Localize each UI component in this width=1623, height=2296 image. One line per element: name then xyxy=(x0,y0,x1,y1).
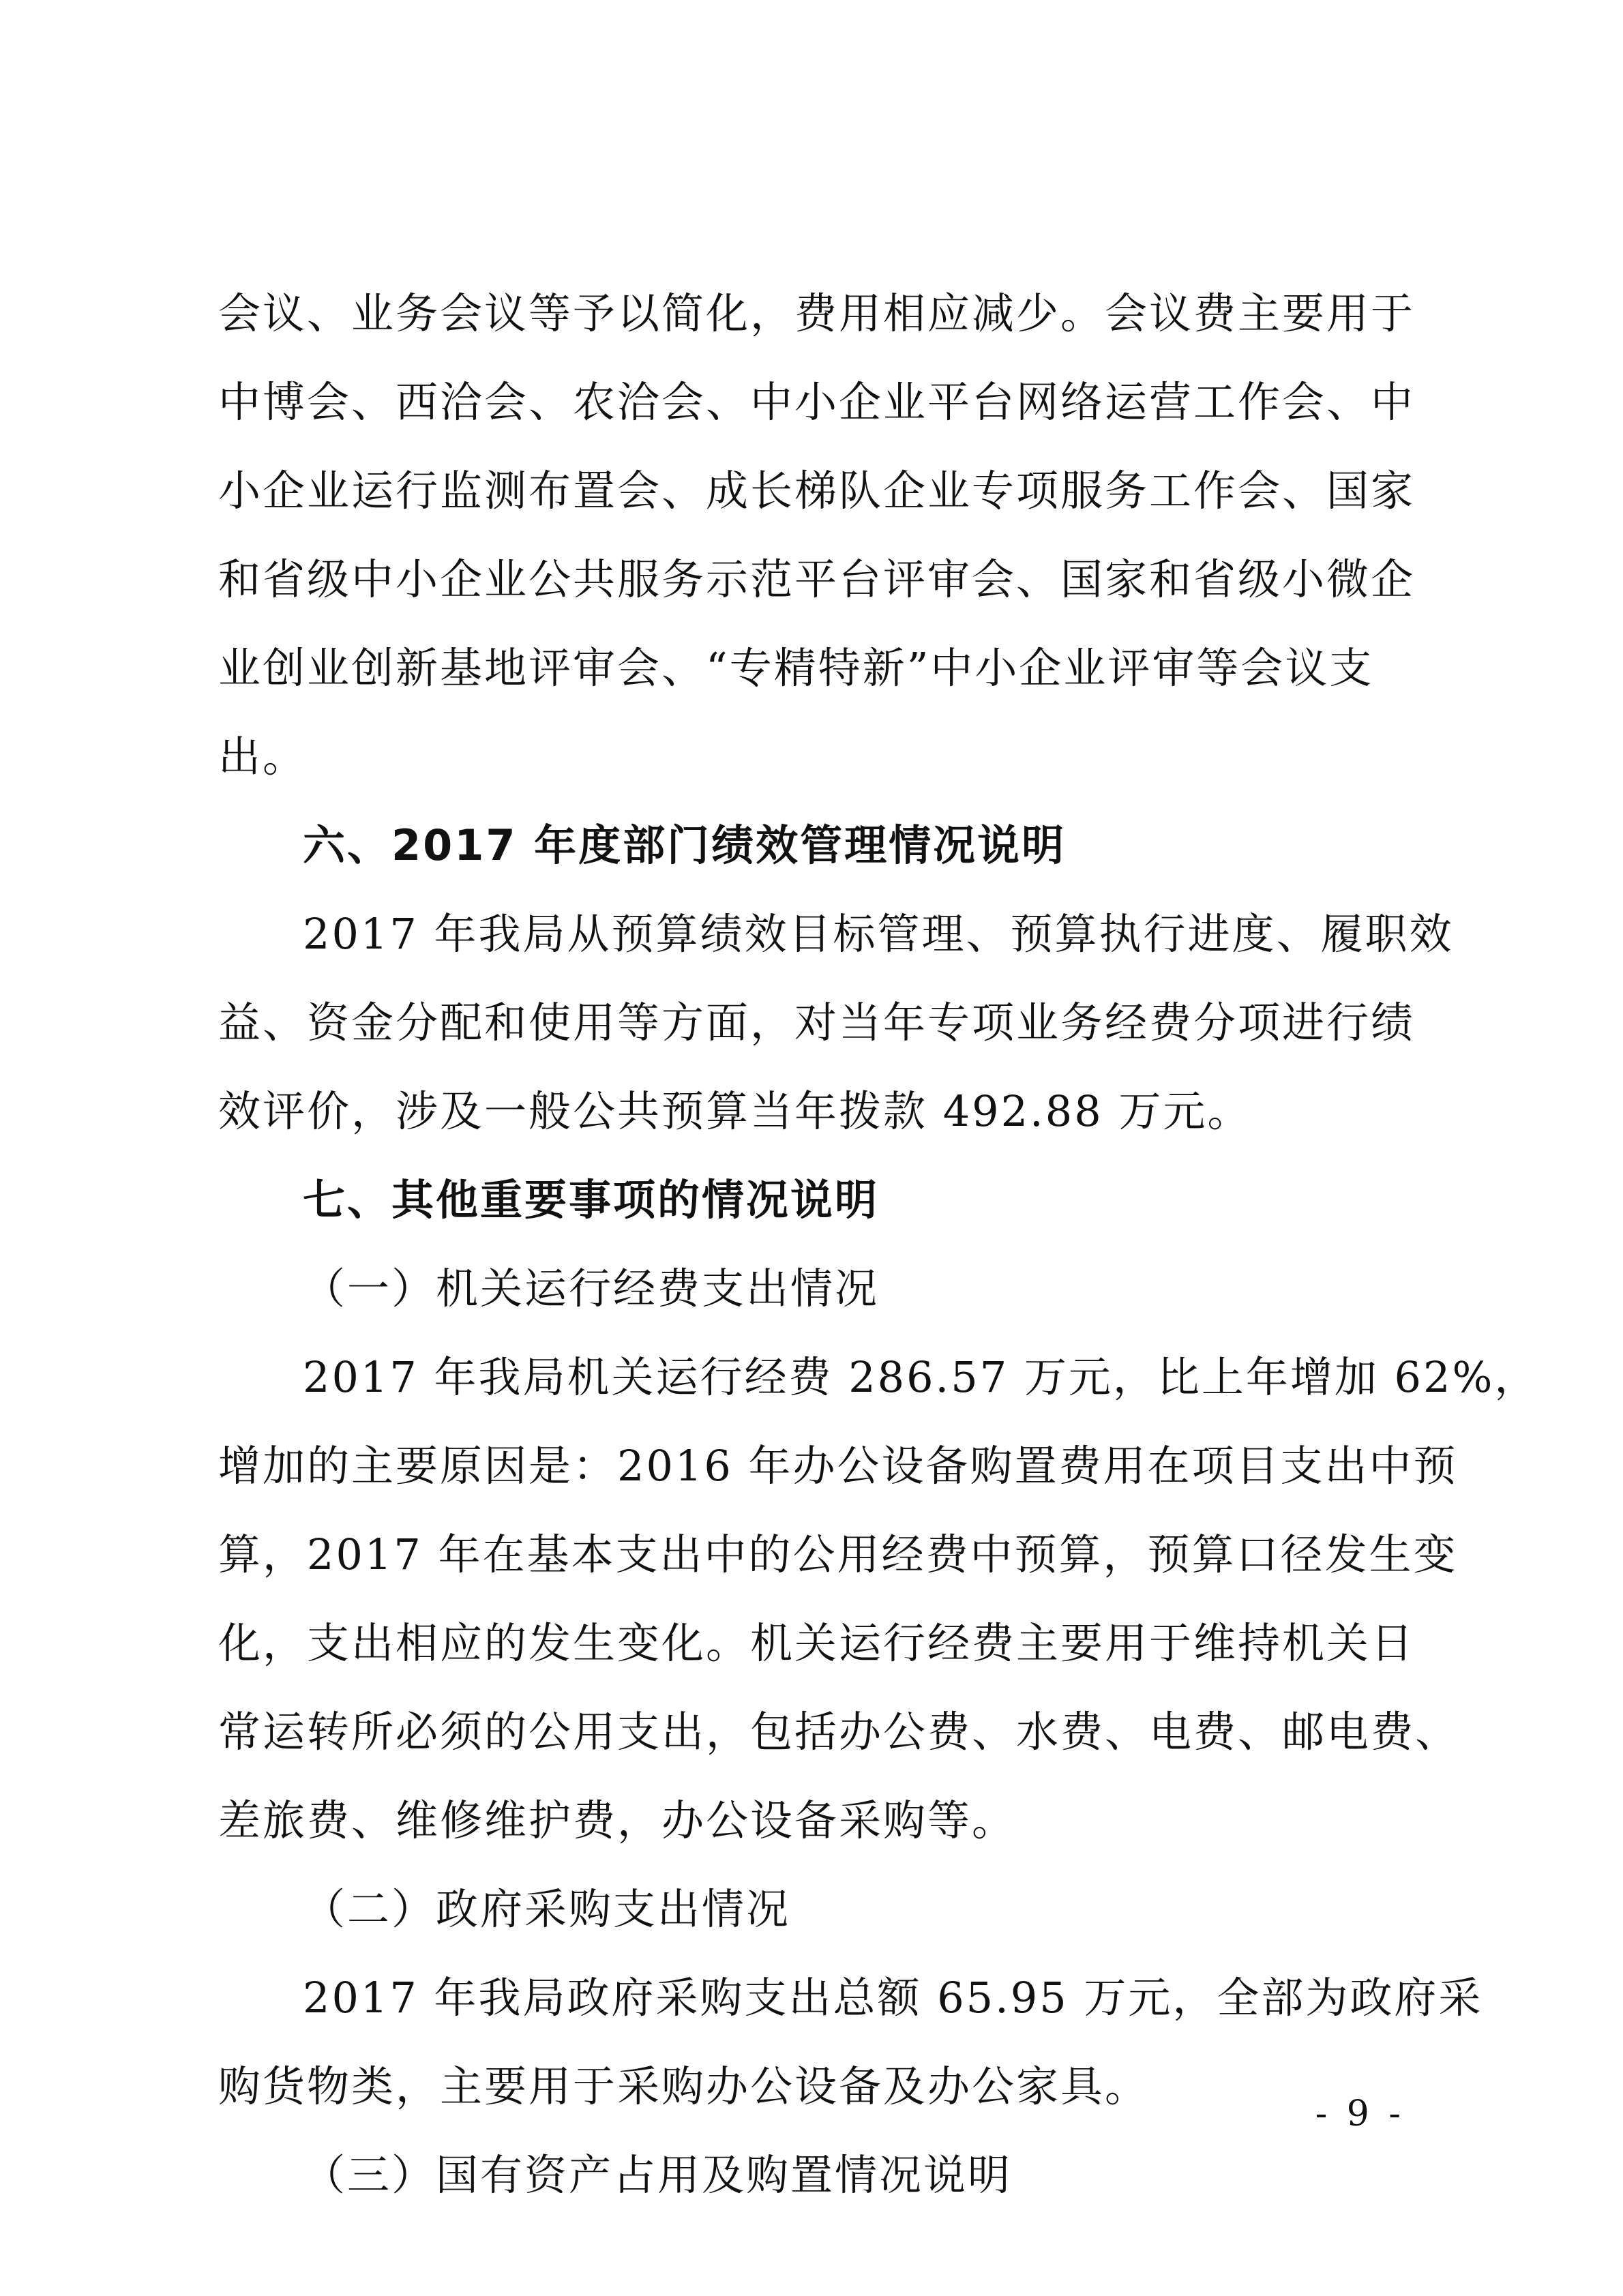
paragraph-line: 增加的主要原因是：2016 年办公设备购置费用在项目支出中预 xyxy=(218,1441,1458,1491)
paragraph-line: 中博会、西洽会、农洽会、中小企业平台网络运营工作会、中 xyxy=(218,377,1416,427)
paragraph-line: 算，2017 年在基本支出中的公用经费中预算，预算口径发生变 xyxy=(218,1530,1458,1579)
subsection-heading-2: （二）政府采购支出情况 xyxy=(303,1884,791,1934)
paragraph-line: 业创业创新基地评审会、“专精特新”中小企业评审等会议支 xyxy=(218,643,1374,693)
paragraph-line: 会议、业务会议等予以简化，费用相应减少。会议费主要用于 xyxy=(218,288,1416,338)
section-heading-6: 六、2017 年度部门绩效管理情况说明 xyxy=(303,820,1067,870)
paragraph-line: 常运转所必须的公用支出，包括办公费、水费、电费、邮电费、 xyxy=(218,1707,1460,1757)
paragraph-line: 和省级中小企业公共服务示范平台评审会、国家和省级小微企 xyxy=(218,554,1416,604)
paragraph-line: 2017 年我局从预算绩效目标管理、预算执行进度、履职效 xyxy=(303,909,1454,959)
paragraph-line: 2017 年我局机关运行经费 286.57 万元，比上年增加 62%， xyxy=(303,1352,1539,1402)
paragraph-line: 购货物类，主要用于采购办公设备及办公家具。 xyxy=(218,2061,1150,2111)
paragraph-line: 出。 xyxy=(218,732,308,781)
paragraph-line: 2017 年我局政府采购支出总额 65.95 万元，全部为政府采 xyxy=(303,1973,1483,2023)
paragraph-line: 益、资金分配和使用等方面，对当年专项业务经费分项进行绩 xyxy=(218,998,1416,1047)
document-body xyxy=(218,269,1539,2220)
subsection-heading-3: （三）国有资产占用及购置情况说明 xyxy=(303,2150,1013,2200)
paragraph-line: 化，支出相应的发生变化。机关运行经费主要用于维持机关日 xyxy=(218,1618,1416,1668)
page-number: - 9 - xyxy=(1315,2093,1405,2134)
paragraph-line: 小企业运行监测布置会、成长梯队企业专项服务工作会、国家 xyxy=(218,466,1416,516)
section-heading-7: 七、其他重要事项的情况说明 xyxy=(303,1175,880,1225)
paragraph-line: 差旅费、维修维护费，办公设备采购等。 xyxy=(218,1795,1017,1845)
paragraph-line: 效评价，涉及一般公共预算当年拨款 492.88 万元。 xyxy=(218,1086,1252,1136)
subsection-heading-1: （一）机关运行经费支出情况 xyxy=(303,1264,880,1313)
